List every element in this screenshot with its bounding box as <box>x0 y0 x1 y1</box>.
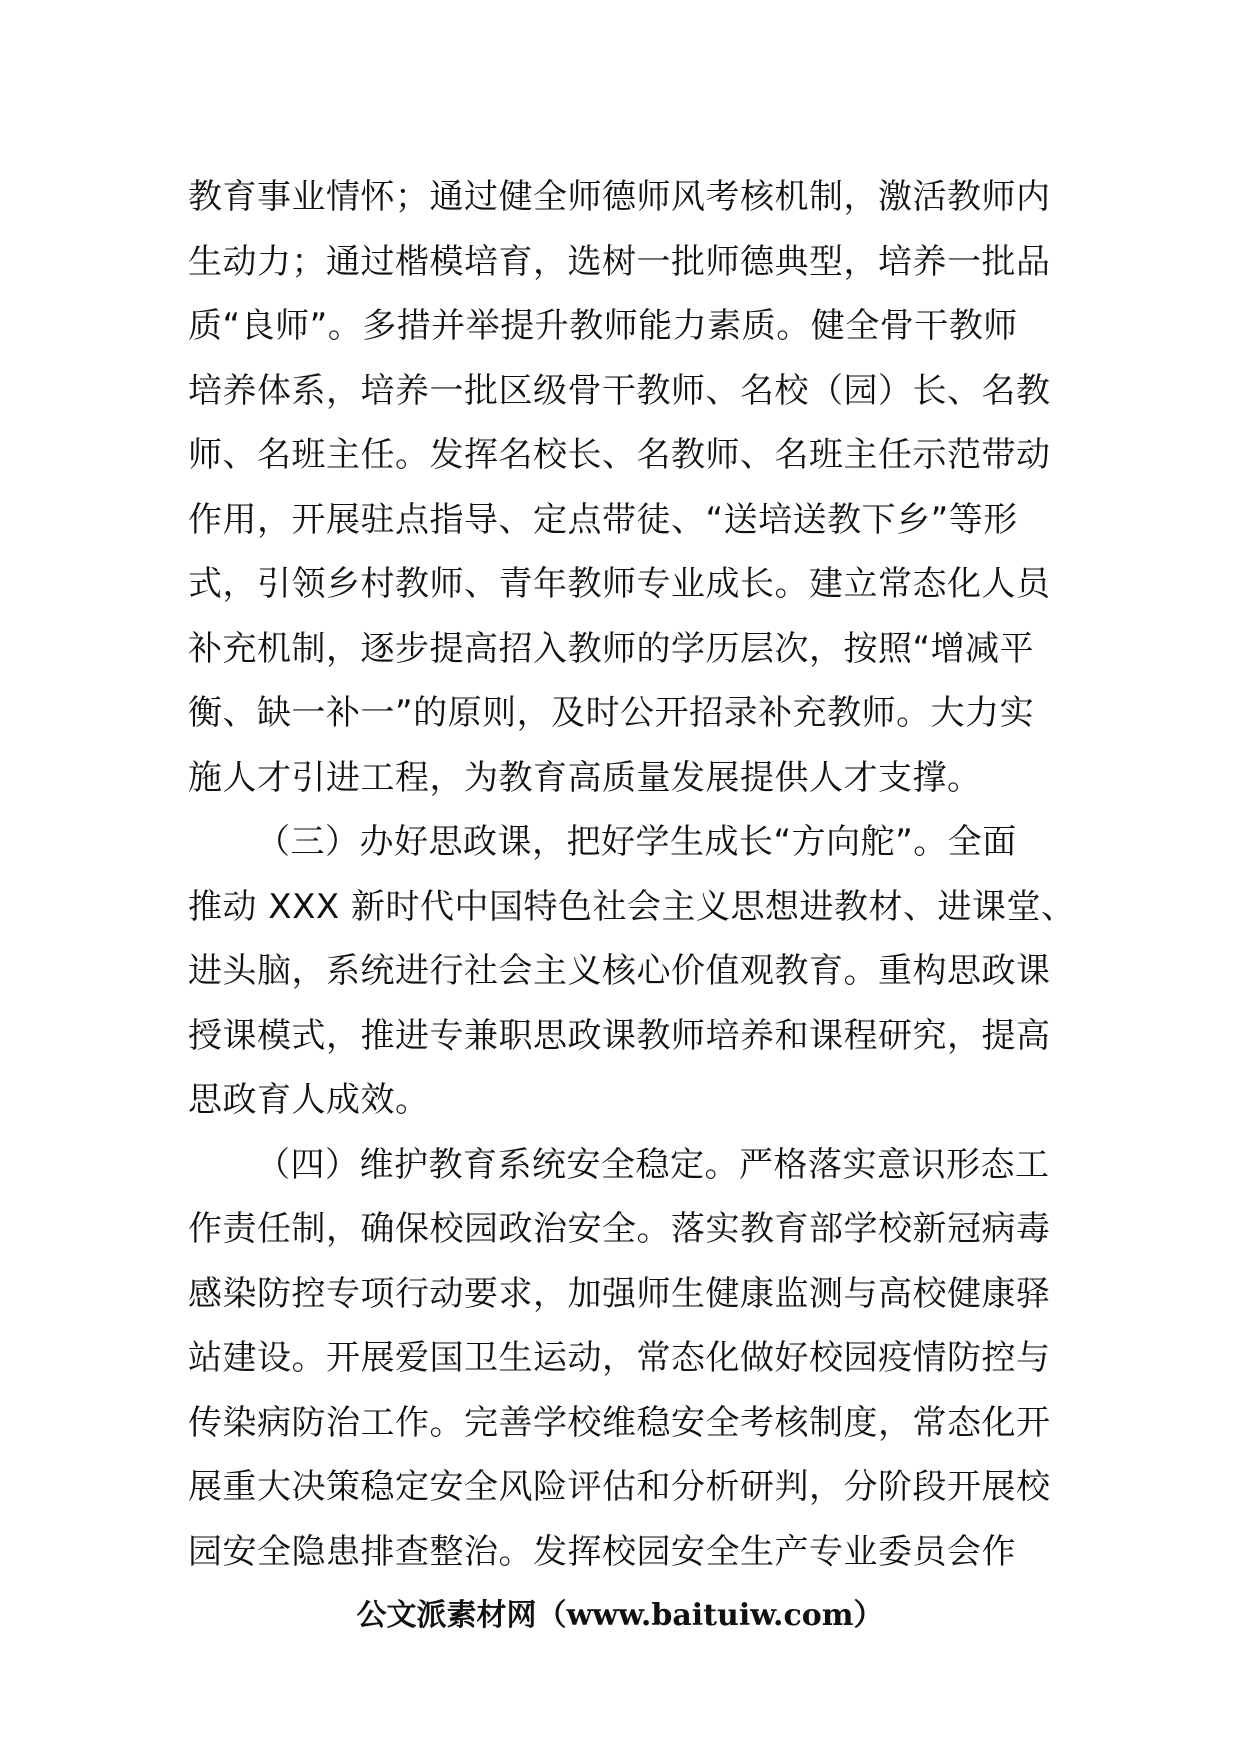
text-line: 授课模式，推进专兼职思政课教师培养和课程研究，提高 <box>188 1015 1051 1056</box>
text-line: 传染病防治工作。完善学校维稳安全考核制度，常态化开 <box>188 1402 1051 1443</box>
text-line: 补充机制，逐步提高招入教师的学历层次，按照“增减平 <box>188 628 1035 669</box>
text-line: 感染防控专项行动要求，加强师生健康监测与高校健康驿 <box>188 1273 1051 1314</box>
text-line: 生动力；通过楷模培育，选树一批师德典型，培养一批品 <box>188 241 1051 282</box>
footer-watermark: 公文派素材网（www.baituiw.com） <box>356 1598 884 1633</box>
text-line: 作用，开展驻点指导、定点带徒、“送培送教下乡”等形 <box>188 499 1018 540</box>
text-line: 式，引领乡村教师、青年教师专业成长。建立常态化人员 <box>188 564 1051 604</box>
text-line: 作责任制，确保校园政治安全。落实教育部学校新冠病毒 <box>188 1209 1051 1249</box>
text-line: 站建设。开展爱国卫生运动，常态化做好校园疫情防控与 <box>188 1338 1051 1378</box>
paragraph-start-line: （三）办好思政课，把好学生成长“方向舵”。全面 <box>256 822 1017 862</box>
text-line: 进头脑，系统进行社会主义核心价值观教育。重构思政课 <box>188 951 1051 991</box>
text-line: 培养体系，培养一批区级骨干教师、名校（园）长、名教 <box>188 370 1051 411</box>
paragraph-start-line: （四）维护教育系统安全稳定。严格落实意识形态工 <box>256 1144 1050 1185</box>
text-line: 衡、缺一补一”的原则，及时公开招录补充教师。大力实 <box>188 693 1035 733</box>
text-line: 施人才引进工程，为教育高质量发展提供人才支撑。 <box>188 757 982 798</box>
text-line: 质“良师”。多措并举提升教师能力素质。健全骨干教师 <box>188 306 1018 346</box>
document-body <box>188 165 1076 1584</box>
text-line: 推动 XXX 新时代中国特色社会主义思想进教材、进课堂、 <box>188 886 1076 927</box>
text-line: 教育事业情怀；通过健全师德师风考核机制，激活教师内 <box>188 177 1051 217</box>
text-line: 思政育人成效。 <box>188 1080 430 1120</box>
text-line: 师、名班主任。发挥名校长、名教师、名班主任示范带动 <box>188 435 1051 475</box>
text-line: 园安全隐患排查整治。发挥校园安全生产专业委员会作 <box>188 1531 1016 1572</box>
text-line: 展重大决策稳定安全风险评估和分析研判，分阶段开展校 <box>188 1467 1051 1507</box>
